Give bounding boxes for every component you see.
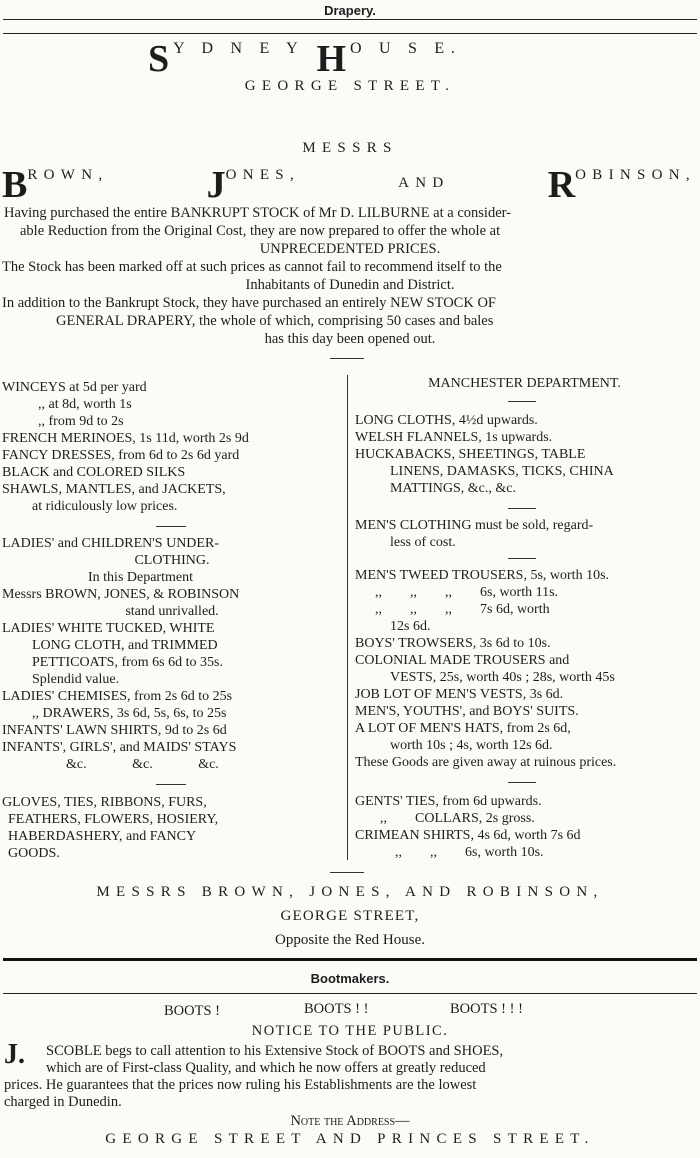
intro-line: able Reduction from the Original Cost, they are now prepared to offer the whole at: [20, 223, 501, 239]
list-item: FRENCH MERINOES, 1s 11d, worth 2s 9d: [2, 431, 249, 446]
firm-name: [2, 166, 696, 204]
store-name-part: Y D N E Y: [173, 40, 305, 57]
store-name: [148, 40, 462, 78]
list-item: ,, at 8d, worth 1s: [38, 397, 132, 412]
list-item: INFANTS' LAWN SHIRTS, 9d to 2s 6d: [2, 723, 227, 738]
intro-line: GENERAL DRAPERY, the whole of which, comprising 50 cases and bales: [56, 313, 494, 329]
firm-word: ROBINSON,: [547, 164, 696, 206]
footer-street: GEORGE STREET,: [280, 908, 420, 924]
divider: [508, 508, 536, 509]
list-item: INFANTS', GIRLS', and MAIDS' STAYS: [2, 740, 237, 755]
list-item: BLACK and COLORED SILKS: [2, 465, 186, 480]
list-item: COLONIAL MADE TROUSERS and: [355, 653, 570, 668]
list-item: ,, ,, ,, 7s 6d, worth: [375, 602, 550, 617]
list-item: GLOVES, TIES, RIBBONS, FURS,: [2, 795, 207, 810]
list-item: GOODS.: [8, 846, 60, 861]
section-rule: [3, 993, 697, 994]
list-item: In this Department: [88, 570, 193, 585]
list-item: CRIMEAN SHIRTS, 4s 6d, worth 7s 6d: [355, 828, 581, 843]
store-name-part: O U S E.: [350, 40, 462, 57]
list-item: BOYS' TROWSERS, 3s 6d to 10s.: [355, 636, 551, 651]
boots-label: BOOTS ! !: [304, 1001, 369, 1017]
notice-heading: NOTICE TO THE PUBLIC.: [251, 1023, 449, 1039]
list-item: worth 10s ; 4s, worth 12s 6d.: [390, 738, 553, 753]
list-item: HABERDASHERY, and FANCY: [8, 829, 197, 844]
section-rule: [3, 958, 697, 961]
list-item: &c. &c. &c.: [66, 757, 219, 772]
list-item: 12s 6d.: [390, 619, 431, 634]
column-heading: MANCHESTER DEPARTMENT.: [428, 376, 621, 391]
list-item: WELSH FLANNELS, 1s upwards.: [355, 430, 553, 445]
divider: [508, 558, 536, 559]
list-item: at ridiculously low prices.: [32, 499, 178, 514]
list-item: LONG CLOTHS, 4½d upwards.: [355, 413, 538, 428]
list-item: Splendid value.: [32, 672, 120, 687]
list-item: PETTICOATS, from 6s 6d to 35s.: [32, 655, 223, 670]
list-item: MEN'S CLOTHING must be sold, regard-: [355, 518, 594, 533]
boots-label: BOOTS ! ! !: [450, 1001, 523, 1017]
body-line: which are of First-class Quality, and which he now offers at greatly reduced: [46, 1060, 486, 1076]
list-item: WINCEYS at 5d per yard: [2, 380, 147, 395]
list-item: LADIES' and CHILDREN'S UNDER-: [2, 536, 219, 551]
messrs-heading: MESSRS: [302, 140, 398, 156]
divider: [508, 401, 536, 402]
address: GEORGE STREET AND PRINCES STREET.: [105, 1131, 595, 1147]
store-initial-s: S: [148, 38, 170, 80]
list-item: FANCY DRESSES, from 6d to 2s 6d yard: [2, 448, 240, 463]
list-item: ,, DRAWERS, 3s 6d, 5s, 6s, to 25s: [32, 706, 227, 721]
intro-line: In addition to the Bankrupt Stock, they have purchased an entirely NEW STOCK OF: [2, 295, 496, 311]
list-item: MATTINGS, &c., &c.: [390, 481, 516, 496]
footer-firm: MESSRS BROWN, JONES, AND ROBINSON,: [96, 884, 604, 900]
list-item: LONG CLOTH, and TRIMMED: [32, 638, 218, 653]
firm-word: JONES,: [206, 164, 300, 206]
intro-line: The Stock has been marked off at such prices as cannot fail to recommend itself to the: [2, 259, 502, 275]
list-item: Messrs BROWN, JONES, & ROBINSON: [2, 587, 240, 602]
list-item: VESTS, 25s, worth 40s ; 28s, worth 45s: [390, 670, 615, 685]
list-item: ,, from 9d to 2s: [38, 414, 124, 429]
store-initial-h: H: [316, 38, 346, 80]
divider: [508, 782, 536, 783]
list-item: LADIES' CHEMISES, from 2s 6d to 25s: [2, 689, 233, 704]
firm-word: AND: [398, 175, 450, 191]
list-item: SHAWLS, MANTLES, and JACKETS,: [2, 482, 226, 497]
boots-label: BOOTS !: [164, 1003, 220, 1019]
body-line: charged in Dunedin.: [4, 1094, 122, 1110]
list-item: A LOT OF MEN'S HATS, from 2s 6d,: [355, 721, 571, 736]
intro-line: Having purchased the entire BANKRUPT STOCK of Mr D. LILBURNE at a consider-: [4, 205, 511, 221]
firm-word: BROWN,: [2, 164, 109, 206]
list-item: ,, COLLARS, 2s gross.: [380, 811, 535, 826]
list-item: stand unrivalled.: [125, 604, 219, 619]
note-address: Note the Address—: [290, 1113, 410, 1129]
body-line: prices. He guarantees that the prices now ruling his Establishments are the lowest: [4, 1077, 477, 1093]
divider: [156, 784, 186, 785]
list-item: ,, ,, ,, 6s, worth 11s.: [375, 585, 559, 600]
divider: [156, 526, 186, 527]
intro-line: UNPRECEDENTED PRICES.: [259, 241, 441, 257]
list-item: GENTS' TIES, from 6d upwards.: [355, 794, 542, 809]
footer-opposite: Opposite the Red House.: [275, 932, 425, 948]
list-item: LADIES' WHITE TUCKED, WHITE: [2, 621, 215, 636]
list-item: MEN'S, YOUTHS', and BOYS' SUITS.: [355, 704, 579, 719]
section-rule: [3, 33, 697, 34]
list-item: FEATHERS, FLOWERS, HOSIERY,: [8, 812, 219, 827]
list-item: JOB LOT OF MEN'S VESTS, 3s 6d.: [355, 687, 564, 702]
body-line: SCOBLE begs to call attention to his Extensive Stock of BOOTS and SHOES,: [46, 1043, 504, 1059]
drapery-section-header: Drapery.: [324, 3, 376, 18]
intro-line: has this day been opened out.: [264, 331, 436, 347]
list-item: These Goods are given away at ruinous prices.: [355, 755, 617, 770]
bootmakers-section-header: Bootmakers.: [310, 971, 390, 986]
intro-line: Inhabitants of Dunedin and District.: [245, 277, 455, 293]
list-item: MEN'S TWEED TROUSERS, 5s, worth 10s.: [355, 568, 610, 583]
store-street: GEORGE STREET.: [244, 78, 456, 94]
drop-initial: J.: [4, 1039, 25, 1070]
list-item: HUCKABACKS, SHEETINGS, TABLE: [355, 447, 586, 462]
list-item: CLOTHING.: [134, 553, 210, 568]
list-item: ,, ,, 6s, worth 10s.: [395, 845, 544, 860]
column-divider: [347, 375, 348, 860]
divider: [330, 358, 364, 359]
list-item: LINENS, DAMASKS, TICKS, CHINA: [390, 464, 614, 479]
list-item: less of cost.: [390, 535, 456, 550]
divider: [330, 872, 364, 873]
section-rule: [3, 19, 697, 20]
